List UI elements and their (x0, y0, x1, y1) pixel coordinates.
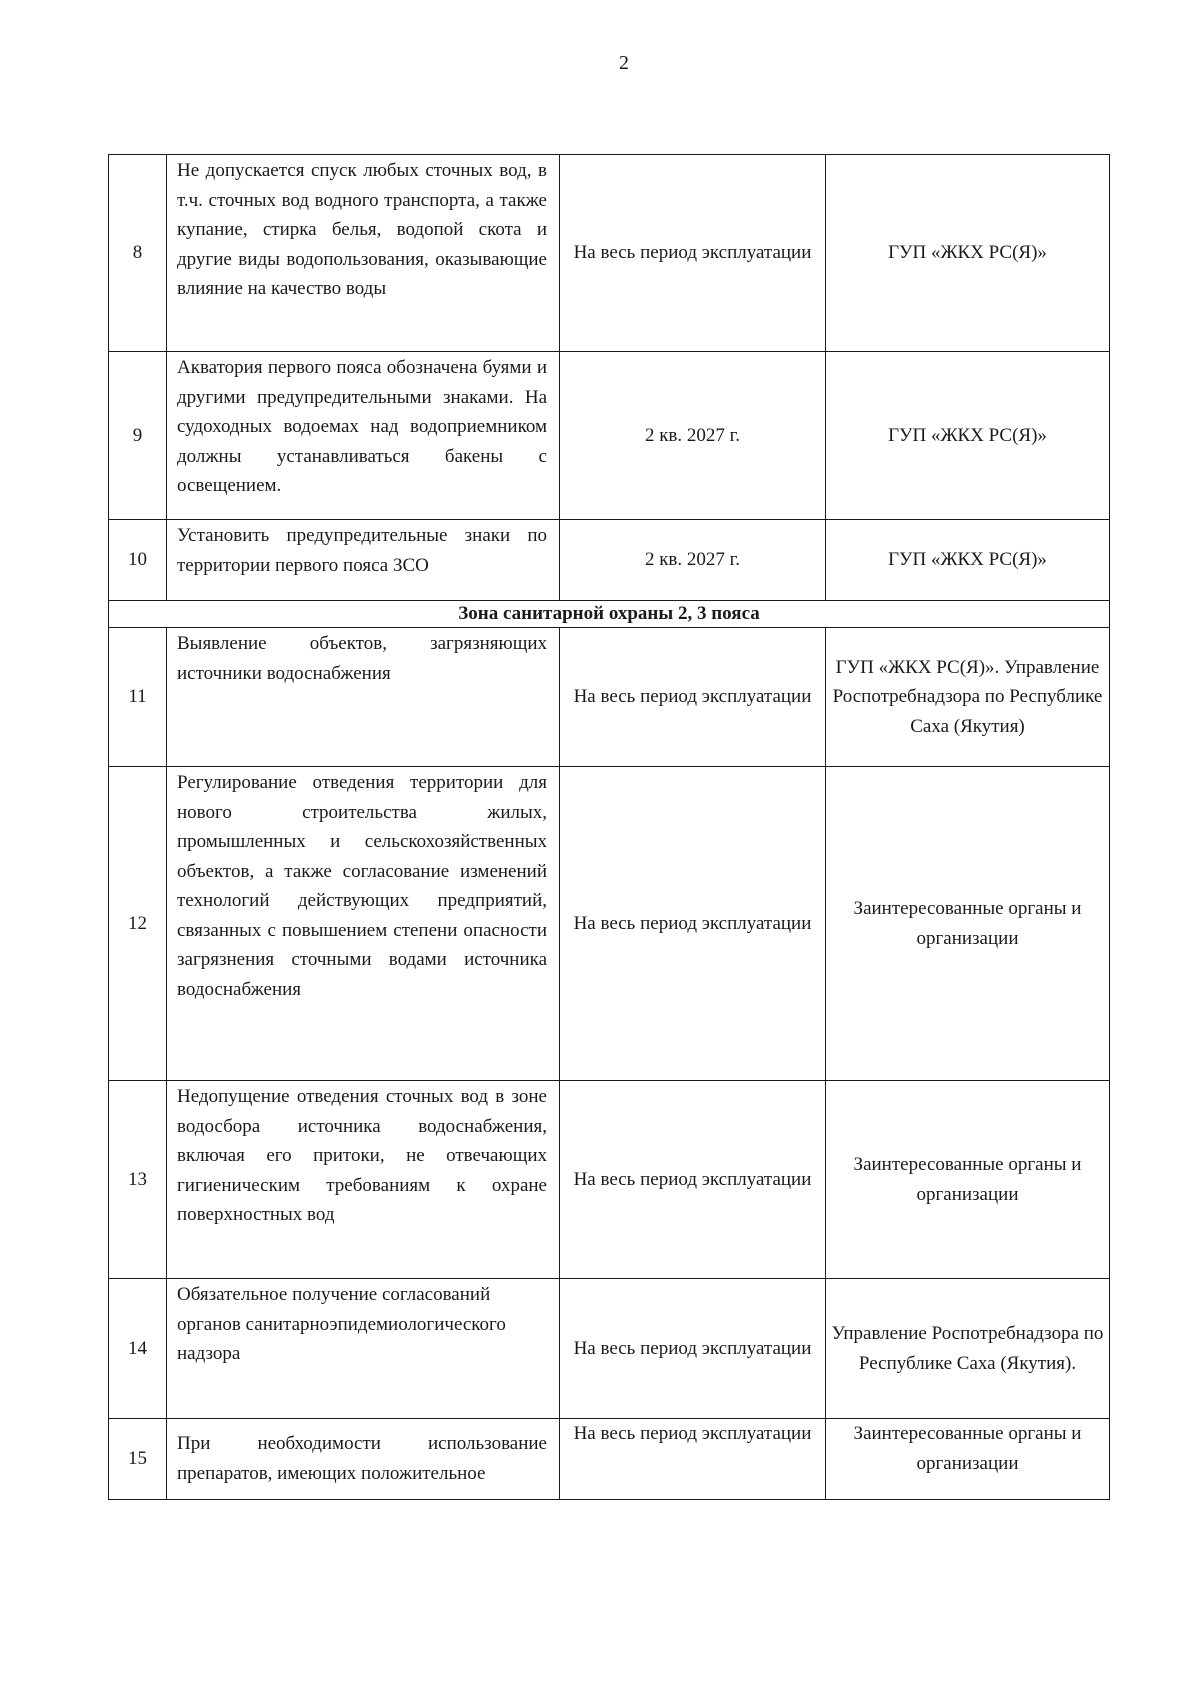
row-number: 13 (109, 1081, 167, 1279)
term-cell: На весь период эксплуатации (560, 1081, 826, 1279)
responsible-cell: ГУП «ЖКХ РС(Я)». Управление Роспотребнадзора по Республике Саха (Якутия) (826, 628, 1110, 767)
term-cell: 2 кв. 2027 г. (560, 520, 826, 601)
measures-table (108, 154, 1110, 1500)
term-cell: 2 кв. 2027 г. (560, 352, 826, 520)
activity-cell: Обязательное получение согласований органов санитарноэпидемиологического надзора (167, 1279, 560, 1419)
row-number: 10 (109, 520, 167, 601)
responsible-cell: ГУП «ЖКХ РС(Я)» (826, 352, 1110, 520)
row-number: 14 (109, 1279, 167, 1419)
responsible-cell: ГУП «ЖКХ РС(Я)» (826, 520, 1110, 601)
table-row (109, 520, 1110, 601)
table-row (109, 155, 1110, 352)
responsible-cell: Заинтересованные органы и организации (826, 1419, 1110, 1500)
table-row (109, 1279, 1110, 1419)
responsible-cell: Заинтересованные органы и организации (826, 767, 1110, 1081)
term-cell: На весь период эксплуатации (560, 155, 826, 352)
row-number: 8 (109, 155, 167, 352)
section-title: Зона санитарной охраны 2, 3 пояса (109, 601, 1110, 628)
responsible-cell: Управление Роспотребнадзора по Республике Саха (Якутия). (826, 1279, 1110, 1419)
section-row (109, 601, 1110, 628)
page-number: 2 (619, 52, 629, 74)
table-row (109, 1081, 1110, 1279)
term-cell: На весь период эксплуатации (560, 628, 826, 767)
table-row (109, 767, 1110, 1081)
table-row (109, 352, 1110, 520)
activity-cell: При необходимости использование препаратов, имеющих положительное (167, 1419, 560, 1500)
activity-cell: Акватория первого пояса обозначена буями и другими предупредительными знаками. На судоходных водоемах над водоприемником должны устанавливаться бакены с освещением. (167, 352, 560, 520)
activity-cell: Недопущение отведения сточных вод в зоне водосбора источника водоснабжения, включая его притоки, не отвечающих гигиеническим требованиям к охране поверхностных вод (167, 1081, 560, 1279)
row-number: 15 (109, 1419, 167, 1500)
activity-cell: Установить предупредительные знаки по территории первого пояса ЗСО (167, 520, 560, 601)
responsible-cell: ГУП «ЖКХ РС(Я)» (826, 155, 1110, 352)
row-number: 9 (109, 352, 167, 520)
term-cell: На весь период эксплуатации (560, 1419, 826, 1500)
row-number: 12 (109, 767, 167, 1081)
term-cell: На весь период эксплуатации (560, 767, 826, 1081)
table-row (109, 628, 1110, 767)
responsible-cell: Заинтересованные органы и организации (826, 1081, 1110, 1279)
term-cell: На весь период эксплуатации (560, 1279, 826, 1419)
activity-cell: Выявление объектов, загрязняющих источники водоснабжения (167, 628, 560, 767)
row-number: 11 (109, 628, 167, 767)
activity-cell: Регулирование отведения территории для нового строительства жилых, промышленных и сельскохозяйственных объектов, а также согласование изменений технологий действующих предприятий, связанных с повышением степени опасности загрязнения сточными водами источника водоснабжения (167, 767, 560, 1081)
table-row (109, 1419, 1110, 1500)
activity-cell: Не допускается спуск любых сточных вод, в т.ч. сточных вод водного транспорта, а также купание, стирка белья, водопой скота и другие виды водопользования, оказывающие влияние на качество воды (167, 155, 560, 352)
